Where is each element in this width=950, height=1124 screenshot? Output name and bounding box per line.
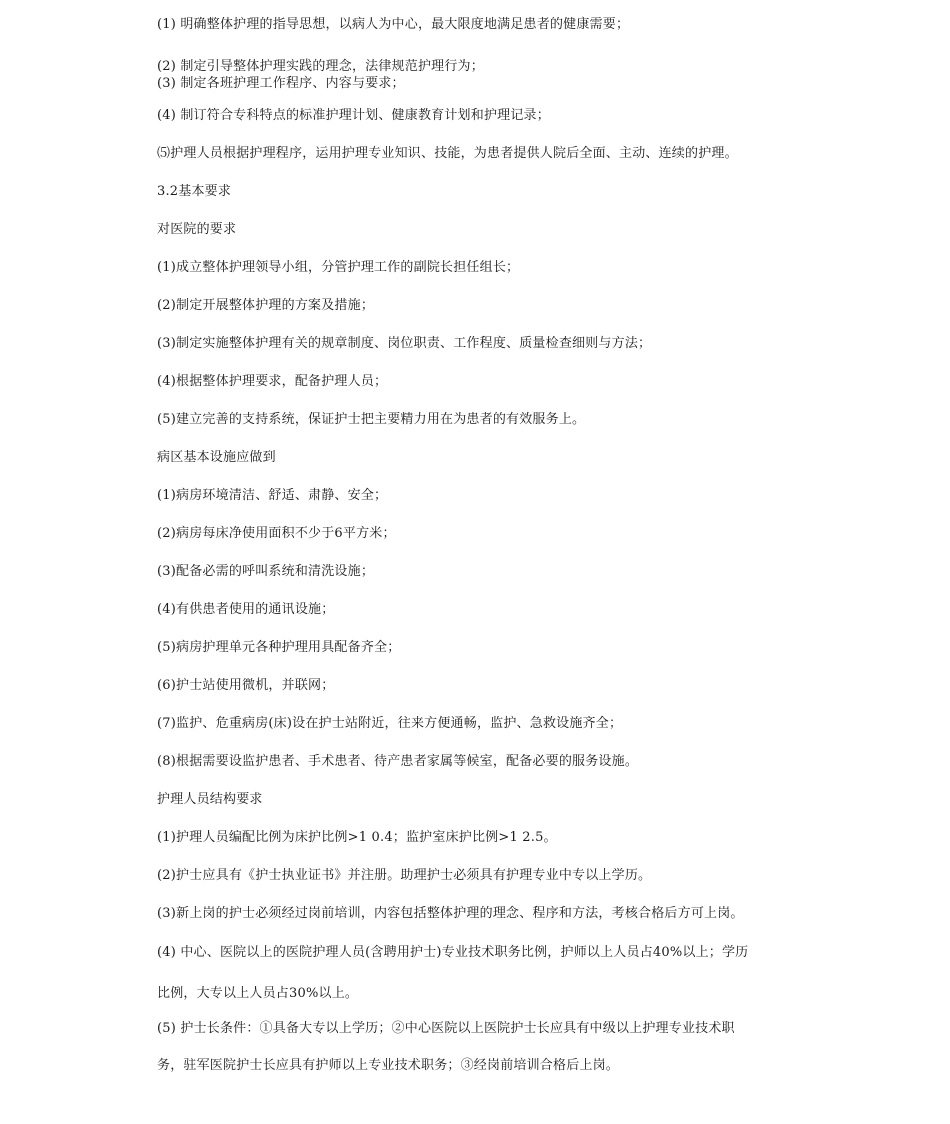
text-line: (5)病房护理单元各种护理用具配备齐全； (157, 640, 401, 655)
text-line: (2)制定开展整体护理的方案及措施； (157, 298, 375, 313)
section-heading: 3.2基本要求 (157, 184, 232, 199)
text-line: (1)成立整体护理领导小组，分管护理工作的副院长担任组长； (157, 260, 520, 275)
text-line: (5) 护士长条件：①具备大专以上学历；②中心医院以上医院护士长应具有中级以上护理专业技术职 (157, 1021, 735, 1036)
text-line: (1)护理人员编配比例为床护比例>1 0.4；监护室床护比例>1 2.5。 (157, 830, 557, 845)
text-line: (6)护士站使用微机，并联网； (157, 678, 335, 693)
text-line: (1) 明确整体护理的指导思想，以病人为中心，最大限度地满足患者的健康需要； (157, 17, 630, 32)
text-line: (7)监护、危重病房(床)设在护士站附近，往来方便通畅，监护、急救设施齐全； (157, 716, 623, 731)
text-line: (2)病房每床净使用面积不少于6平方米； (157, 526, 396, 541)
text-line: (3)配备必需的呼叫系统和清洗设施； (157, 564, 375, 579)
text-line: (4) 中心、医院以上的医院护理人员(含聘用护士)专业技术职务比例，护师以上人员占40%以上；学历 (157, 945, 749, 960)
text-line: 务，驻军医院护士长应具有护师以上专业技术职务；③经岗前培训合格后上岗。 (157, 1058, 620, 1073)
text-line: ⑸护理人员根据护理程序，运用护理专业知识、技能，为患者提供人院后全面、主动、连续的护理。 (157, 146, 738, 161)
text-line: (2) 制定引导整体护理实践的理念，法律规范护理行为； (157, 59, 484, 74)
text-line: (4)根据整体护理要求，配备护理人员； (157, 374, 388, 389)
text-line: (5)建立完善的支持系统，保证护士把主要精力用在为患者的有效服务上。 (157, 412, 586, 427)
text-line: (3) 制定各班护理工作程序、内容与要求； (157, 76, 405, 91)
text-line: (2)护士应具有《护士执业证书》并注册。助理护士必须具有护理专业中专以上学历。 (157, 868, 652, 883)
text-line: (8)根据需要设监护患者、手术患者、待产患者家属等候室，配备必要的服务设施。 (157, 754, 639, 769)
text-line: (4)有供患者使用的通讯设施； (157, 602, 335, 617)
text-line: (4) 制订符合专科特点的标准护理计划、健康教育计划和护理记录； (157, 108, 550, 123)
text-line: (3)制定实施整体护理有关的规章制度、岗位职责、工作程度、质量检查细则与方法； (157, 336, 652, 351)
text-line: 比例，大专以上人员占30%以上。 (157, 986, 359, 1001)
text-line: (3)新上岗的护士必须经过岗前培训，内容包括整体护理的理念、程序和方法，考核合格后方可上岗。 (157, 906, 744, 921)
text-line: (1)病房环境清洁、舒适、肃静、安全； (157, 488, 388, 503)
subsection-heading: 对医院的要求 (157, 222, 237, 237)
subsection-heading: 护理人员结构要求 (157, 792, 263, 807)
subsection-heading: 病区基本设施应做到 (157, 450, 276, 465)
